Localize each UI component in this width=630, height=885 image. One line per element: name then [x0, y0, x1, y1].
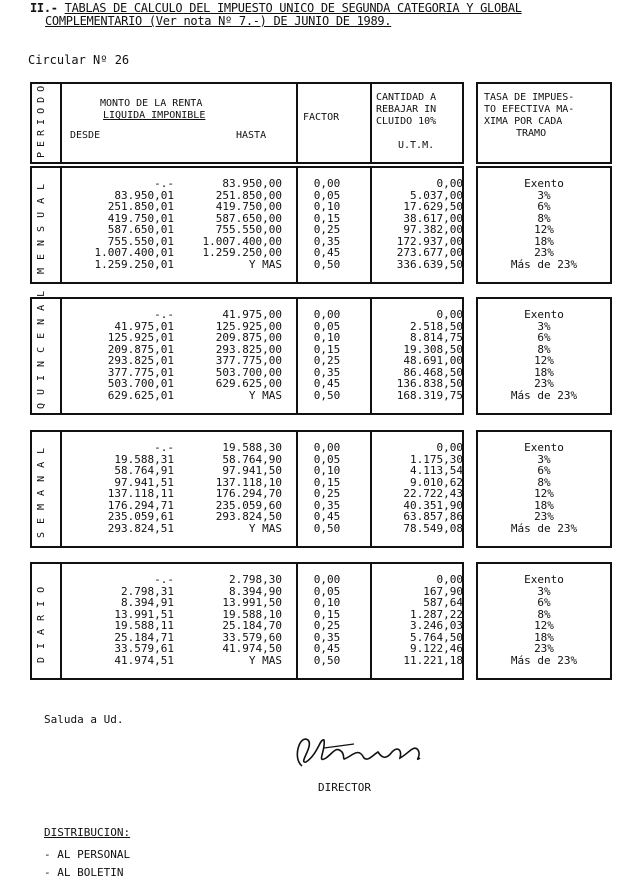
period-label: SEMANAL — [36, 439, 47, 539]
cell-factor: 0,35 — [313, 498, 341, 512]
cell-tasa: 12% — [534, 354, 554, 367]
cell-hasta: 419.750,00 — [215, 200, 282, 213]
cell-desde: 377.775,01 — [107, 365, 174, 379]
cell-hasta: 13.991,50 — [222, 596, 282, 609]
cell-hasta: Y MAS — [248, 521, 282, 535]
cell-factor: 0,45 — [313, 377, 341, 390]
title-line-2: COMPLEMENTARIO (Ver nota Nº 7.-) DE JUNIO DE 1989. — [45, 14, 392, 28]
cell-tasa: 12% — [534, 619, 554, 632]
tasa-header-line4: TRAMO — [516, 128, 547, 139]
cell-rebajar: 2.518,50 — [410, 319, 463, 333]
cell-tasa: Exento — [524, 573, 564, 586]
cell-hasta: 235.059,60 — [215, 498, 282, 512]
cell-rebajar: 167,90 — [423, 584, 463, 598]
cell-factor: 0,15 — [313, 475, 341, 489]
cell-tasa: 23% — [534, 246, 554, 259]
cell-desde: -.- — [154, 308, 174, 321]
cell-factor: 0,35 — [313, 234, 341, 248]
cell-factor: 0,25 — [313, 619, 341, 632]
cell-rebajar: 3.246,03 — [410, 619, 463, 632]
cell-rebajar: 38.617,00 — [403, 211, 463, 225]
cell-factor: 0,50 — [313, 388, 341, 402]
cell-tasa: 8% — [537, 475, 551, 489]
factor-header: FACTOR — [303, 112, 340, 123]
cell-hasta: Y MAS — [248, 653, 282, 667]
cell-factor: 0,45 — [313, 642, 341, 655]
periodo-header: PERIODO — [36, 80, 47, 158]
cell-hasta: 41.974,50 — [222, 642, 282, 655]
cell-rebajar: 1.175,30 — [410, 452, 463, 466]
cell-tasa: Más de 23% — [510, 257, 578, 271]
cell-hasta: 293.824,50 — [215, 510, 282, 523]
cell-factor: 0,05 — [313, 584, 341, 598]
cell-hasta: Y MAS — [248, 388, 282, 402]
cell-desde: 25.184,71 — [114, 630, 174, 644]
cell-factor: 0,35 — [313, 365, 341, 379]
cell-rebajar: 9.122,46 — [410, 642, 463, 655]
cell-hasta: 137.118,10 — [215, 475, 282, 489]
cell-factor: 0,15 — [313, 211, 341, 225]
period-label: QUINCENAL — [36, 282, 47, 409]
cell-tasa: 8% — [537, 211, 551, 225]
cell-hasta: 41.975,00 — [222, 308, 282, 321]
distribution-title: DISTRIBUCION: — [44, 826, 131, 839]
cell-tasa: 3% — [537, 452, 551, 466]
document-title — [30, 2, 522, 28]
cell-tasa: Más de 23% — [510, 653, 578, 667]
cell-hasta: 19.588,10 — [222, 607, 282, 621]
cell-rebajar: 22.722,43 — [403, 487, 463, 500]
cell-desde: 176.294,71 — [107, 498, 174, 512]
cell-desde: 293.824,51 — [107, 521, 174, 535]
cell-hasta: 125.925,00 — [215, 319, 282, 333]
cell-hasta: 209.875,00 — [215, 331, 282, 344]
cell-rebajar: 336.639,50 — [396, 257, 463, 271]
cell-tasa: Más de 23% — [510, 388, 578, 402]
cell-factor: 0,10 — [313, 596, 341, 609]
cell-tasa: 3% — [537, 319, 551, 333]
cell-desde: 97.941,51 — [114, 475, 174, 489]
cell-hasta: 377.775,00 — [215, 354, 282, 367]
cell-hasta: 755.550,00 — [215, 223, 282, 236]
cell-desde: 19.588,11 — [114, 619, 174, 632]
cell-factor: 0,35 — [313, 630, 341, 644]
cell-desde: -.- — [154, 177, 174, 190]
cell-hasta: 1.259.250,00 — [202, 246, 282, 259]
cell-rebajar: 17.629,50 — [403, 200, 463, 213]
cell-rebajar: 8.814,75 — [410, 331, 463, 344]
period-label: DIARIO — [36, 578, 47, 664]
cell-rebajar: 9.010,62 — [410, 475, 463, 489]
hasta-header: HASTA — [236, 130, 267, 141]
cell-factor: 0,45 — [313, 246, 341, 259]
cell-rebajar: 4.113,54 — [410, 464, 463, 477]
cell-tasa: 3% — [537, 188, 551, 202]
cell-tasa: 6% — [537, 464, 551, 477]
cell-factor: 0,00 — [313, 177, 341, 190]
cell-factor: 0,15 — [313, 607, 341, 621]
cell-factor: 0,25 — [313, 487, 341, 500]
cell-hasta: 503.700,00 — [215, 365, 282, 379]
cell-factor: 0,50 — [313, 653, 341, 667]
cell-desde: 235.059,61 — [107, 510, 174, 523]
cell-tasa: Exento — [524, 177, 564, 190]
cell-rebajar: 78.549,08 — [403, 521, 463, 535]
cell-tasa: Exento — [524, 308, 564, 321]
cell-rebajar: 0,00 — [436, 573, 463, 586]
cell-factor: 0,00 — [313, 441, 341, 454]
director-signature — [290, 728, 430, 778]
cell-rebajar: 40.351,90 — [403, 498, 463, 512]
cell-tasa: Exento — [524, 441, 564, 454]
cell-rebajar: 0,00 — [436, 308, 463, 321]
cell-desde: 41.974,51 — [114, 653, 174, 667]
cell-rebajar: 273.677,00 — [396, 246, 463, 259]
cell-tasa: 18% — [534, 365, 554, 379]
cell-rebajar: 11.221,18 — [403, 653, 463, 667]
cell-hasta: 587.650,00 — [215, 211, 282, 225]
rebajar-header-line2: REBAJAR IN — [376, 104, 437, 115]
cell-tasa: 6% — [537, 331, 551, 344]
cell-rebajar: 86.468,50 — [403, 365, 463, 379]
cell-rebajar: 136.838,50 — [396, 377, 463, 390]
cell-factor: 0,00 — [313, 308, 341, 321]
cell-rebajar: 19.308,50 — [403, 342, 463, 356]
cell-rebajar: 0,00 — [436, 441, 463, 454]
cell-desde: 755.550,01 — [107, 234, 174, 248]
cell-tasa: 12% — [534, 223, 554, 236]
cell-factor: 0,25 — [313, 223, 341, 236]
cell-desde: -.- — [154, 441, 174, 454]
greeting: Saluda a Ud. — [44, 713, 124, 726]
cell-desde: 293.825,01 — [107, 354, 174, 367]
cell-rebajar: 168.319,75 — [396, 388, 463, 402]
cell-factor: 0,50 — [313, 521, 341, 535]
cell-tasa: 8% — [537, 607, 551, 621]
cell-desde: 33.579,61 — [114, 642, 174, 655]
cell-hasta: 251.850,00 — [215, 188, 282, 202]
cell-desde: 209.875,01 — [107, 342, 174, 356]
cell-rebajar: 5.037,00 — [410, 188, 463, 202]
tasa-header-line1: TASA DE IMPUES- — [484, 92, 575, 103]
cell-desde: 1.007.400,01 — [94, 246, 174, 259]
cell-hasta: 33.579,60 — [222, 630, 282, 644]
monto-header-line1: MONTO DE LA RENTA — [100, 98, 203, 109]
cell-hasta: 83.950,00 — [222, 177, 282, 190]
cell-factor: 0,05 — [313, 188, 341, 202]
cell-desde: 13.991,51 — [114, 607, 174, 621]
title-line-1: TABLAS DE CALCULO DEL IMPUESTO UNICO DE SEGUNDA CATEGORIA Y GLOBAL — [64, 1, 522, 15]
cell-factor: 0,25 — [313, 354, 341, 367]
circular-number: Circular Nº 26 — [28, 53, 130, 67]
cell-desde: 83.950,01 — [114, 188, 174, 202]
cell-desde: 19.588,31 — [114, 452, 174, 466]
cell-rebajar: 48.691,00 — [403, 354, 463, 367]
cell-tasa: 3% — [537, 584, 551, 598]
cell-rebajar: 172.937,00 — [396, 234, 463, 248]
cell-hasta: 293.825,00 — [215, 342, 282, 356]
cell-tasa: 6% — [537, 200, 551, 213]
cell-tasa: 8% — [537, 342, 551, 356]
cell-rebajar: 97.382,00 — [403, 223, 463, 236]
cell-hasta: 19.588,30 — [222, 441, 282, 454]
distribution-item: - AL PERSONAL — [44, 848, 131, 861]
cell-rebajar: 5.764,50 — [410, 630, 463, 644]
distribution-item: - AL BOLETIN — [44, 866, 124, 879]
cell-rebajar: 587,64 — [423, 596, 463, 609]
cell-hasta: 176.294,70 — [215, 487, 282, 500]
tasa-header-line3: XIMA POR CADA — [484, 116, 563, 127]
cell-desde: 125.925,01 — [107, 331, 174, 344]
cell-factor: 0,45 — [313, 510, 341, 523]
cell-hasta: 1.007.400,00 — [202, 234, 282, 248]
cell-desde: 587.650,01 — [107, 223, 174, 236]
cell-tasa: 12% — [534, 487, 554, 500]
cell-desde: 503.700,01 — [107, 377, 174, 390]
cell-desde: 2.798,31 — [121, 584, 174, 598]
cell-desde: 629.625,01 — [107, 388, 174, 402]
cell-tasa: Más de 23% — [510, 521, 578, 535]
cell-hasta: 97.941,50 — [222, 464, 282, 477]
rebajar-header-line1: CANTIDAD A — [376, 92, 437, 103]
cell-rebajar: 63.857,86 — [403, 510, 463, 523]
cell-desde: -.- — [154, 573, 174, 586]
cell-hasta: 58.764,90 — [222, 452, 282, 466]
utm-header: U.T.M. — [398, 140, 435, 151]
cell-factor: 0,10 — [313, 200, 341, 213]
tasa-header-line2: TO EFECTIVA MA- — [484, 104, 575, 115]
period-label: MENSUAL — [36, 175, 47, 275]
cell-tasa: 23% — [534, 510, 554, 523]
cell-tasa: 23% — [534, 377, 554, 390]
cell-desde: 137.118,11 — [107, 487, 174, 500]
cell-factor: 0,50 — [313, 257, 341, 271]
cell-factor: 0,05 — [313, 319, 341, 333]
director-title: DIRECTOR — [318, 781, 371, 794]
section-number: II.- — [30, 1, 58, 15]
cell-factor: 0,05 — [313, 452, 341, 466]
cell-factor: 0,00 — [313, 573, 341, 586]
cell-tasa: 18% — [534, 234, 554, 248]
cell-tasa: 18% — [534, 630, 554, 644]
cell-tasa: 23% — [534, 642, 554, 655]
cell-hasta: 8.394,90 — [229, 584, 282, 598]
cell-factor: 0,10 — [313, 331, 341, 344]
cell-desde: 41.975,01 — [114, 319, 174, 333]
cell-hasta: 25.184,70 — [222, 619, 282, 632]
cell-factor: 0,15 — [313, 342, 341, 356]
desde-header: DESDE — [70, 130, 101, 141]
monto-header-line2: LIQUIDA IMPONIBLE — [103, 110, 206, 121]
cell-hasta: 629.625,00 — [215, 377, 282, 390]
cell-rebajar: 0,00 — [436, 177, 463, 190]
cell-desde: 8.394,91 — [121, 596, 174, 609]
cell-desde: 251.850,01 — [107, 200, 174, 213]
rebajar-header-line3: CLUIDO 10% — [376, 116, 437, 127]
cell-tasa: 6% — [537, 596, 551, 609]
cell-desde: 58.764,91 — [114, 464, 174, 477]
cell-factor: 0,10 — [313, 464, 341, 477]
cell-hasta: 2.798,30 — [229, 573, 282, 586]
cell-tasa: 18% — [534, 498, 554, 512]
cell-hasta: Y MAS — [248, 257, 282, 271]
cell-desde: 1.259.250,01 — [94, 257, 174, 271]
cell-rebajar: 1.287,22 — [410, 607, 463, 621]
cell-desde: 419.750,01 — [107, 211, 174, 225]
